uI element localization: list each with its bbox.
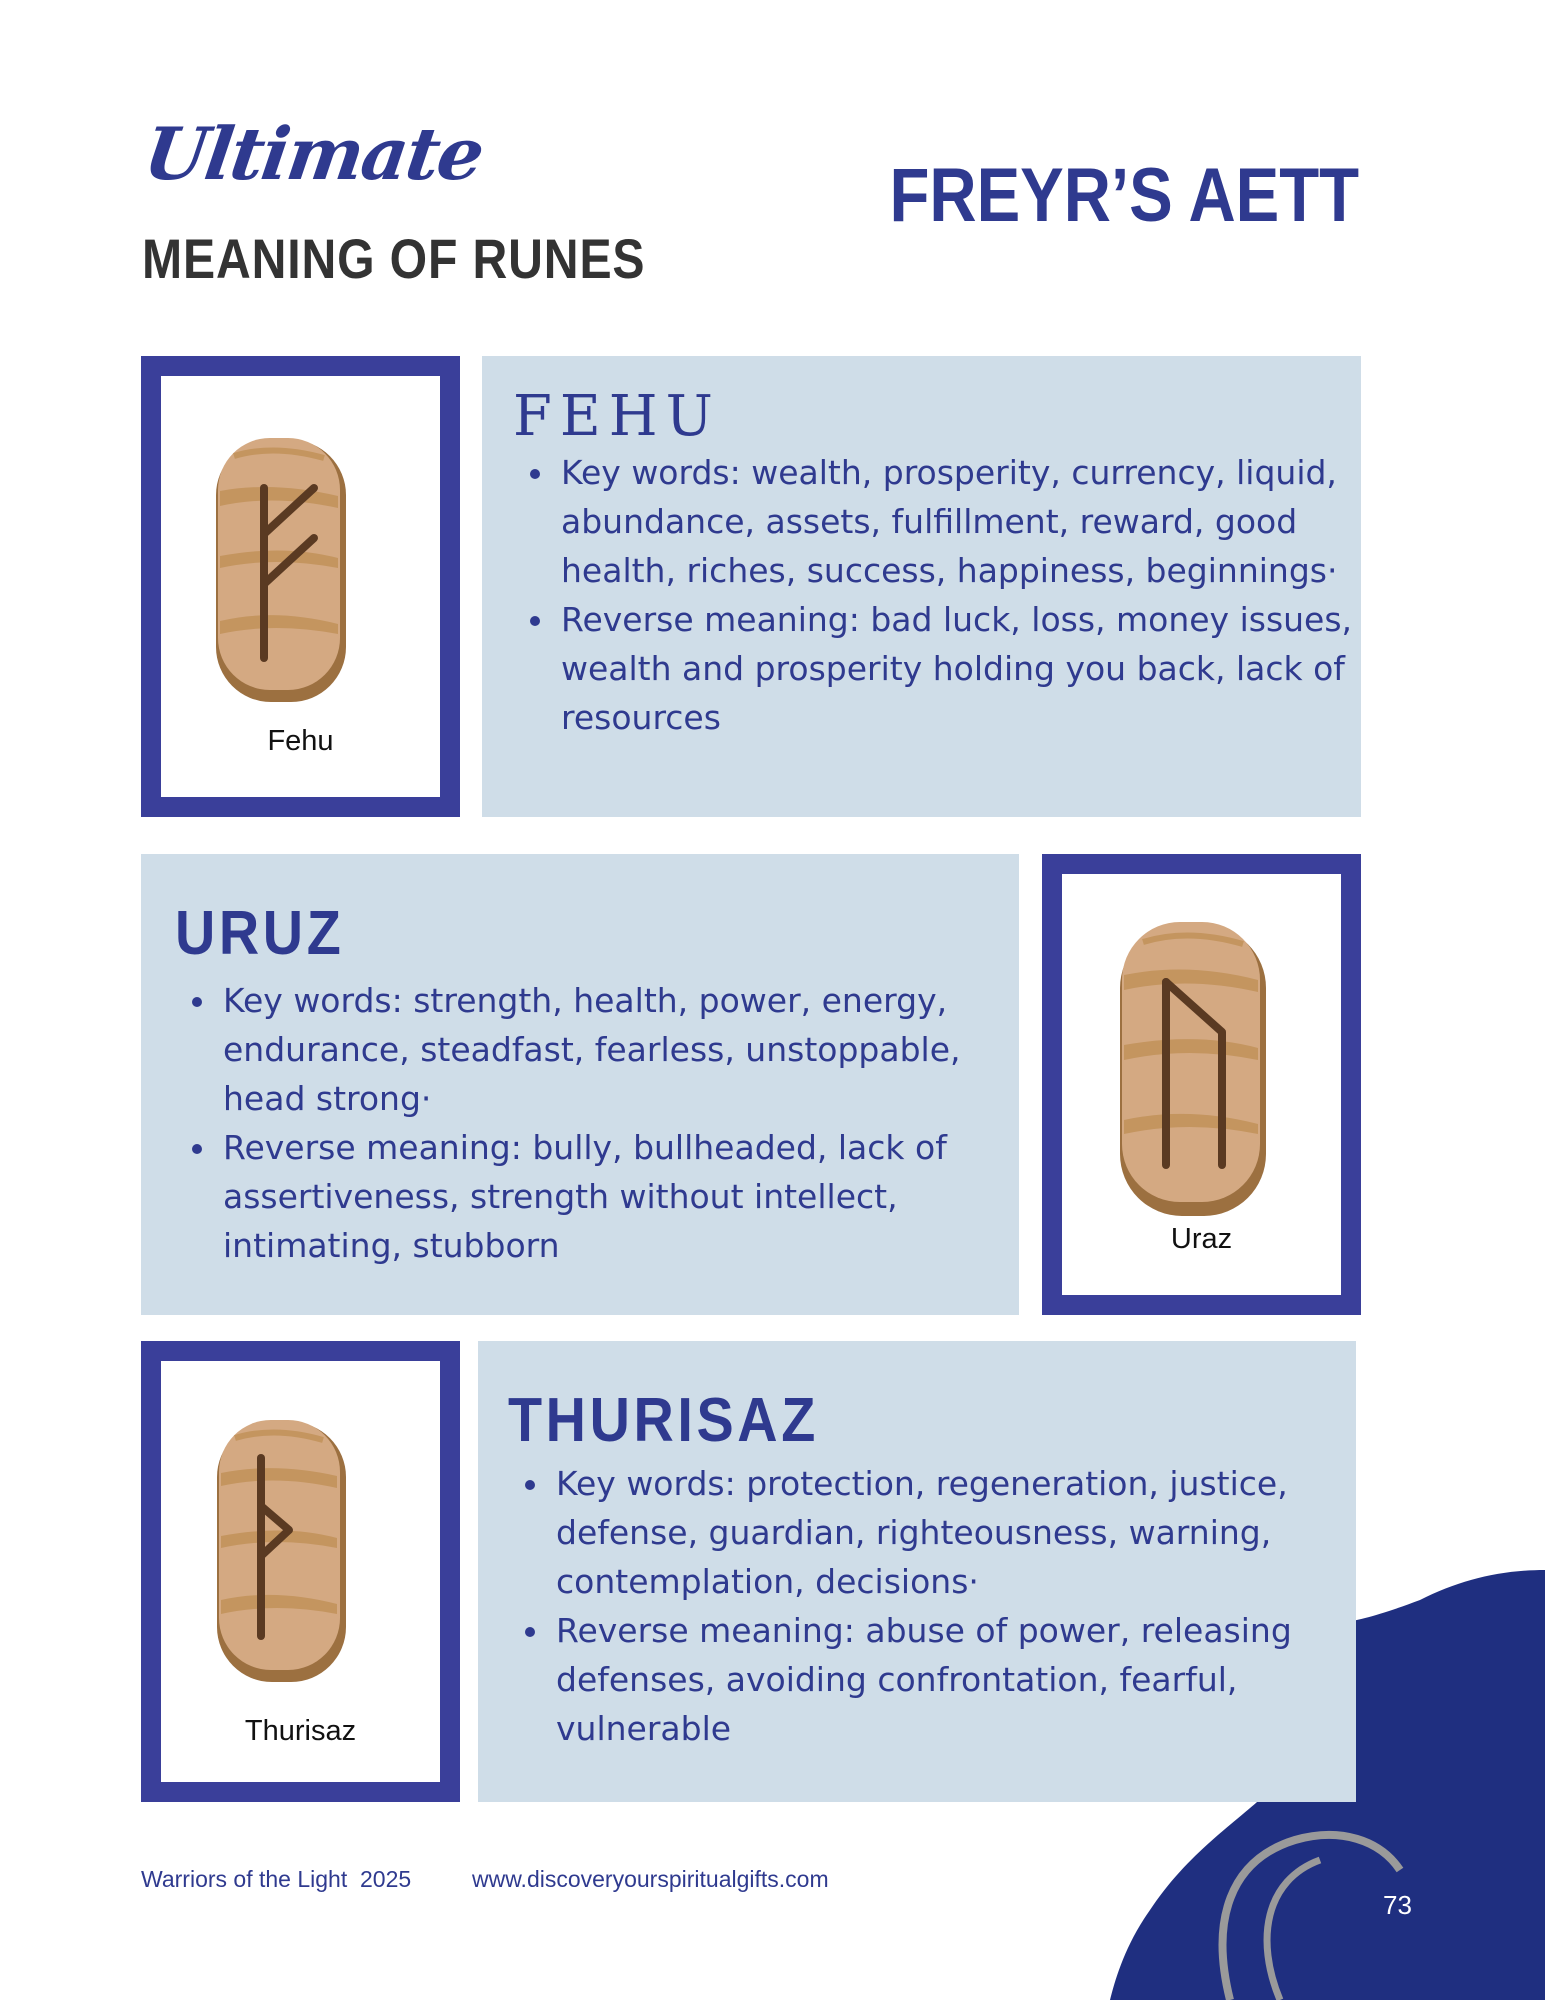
fehu-rune-stone-icon (214, 436, 349, 706)
rune-card-uruz (1042, 854, 1361, 1315)
thurisaz-rune-stone-icon (215, 1418, 348, 1684)
uruz-rune-stone-icon (1118, 920, 1268, 1218)
page-number: 73 (1383, 1890, 1412, 1920)
rune-panel-uruz (141, 854, 1019, 1315)
reverse-meaning-bullet: • Reverse meaning: abuse of power, releasing defenses, avoiding confrontation, fearful, vulnerable (552, 1606, 1352, 1753)
reverse-meaning-bullet: • Reverse meaning: bad luck, loss, money issues, wealth and prosperity holding you back, lack of resources (557, 595, 1357, 742)
keywords-bullet: • Key words: strength, health, power, energy, endurance, steadfast, fearless, unstoppable, head strong· (219, 976, 1019, 1123)
header-subtitle: MEANING OF RUNES (142, 227, 646, 290)
rune-card-label: Uraz (1170, 1223, 1233, 1255)
rune-title: FEHU (513, 384, 721, 449)
rune-card-label: Thurisaz (244, 1715, 357, 1747)
aett-title: FREYR’S AETT (889, 153, 1359, 238)
rune-bullet-list (175, 976, 1019, 1270)
rune-card-fehu (141, 356, 460, 817)
rune-bullet-list (513, 448, 1357, 742)
header-script-title: Ultimate (139, 111, 488, 196)
rune-panel-fehu (482, 356, 1361, 817)
footer-url[interactable]: www.discoveryourspiritualgifts.com (472, 1866, 829, 1892)
keywords-bullet: • Key words: protection, regeneration, justice, defense, guardian, righteousness, warning, contemplation, decisions· (552, 1459, 1352, 1606)
reverse-meaning-bullet: • Reverse meaning: bully, bullheaded, lack of assertiveness, strength without intellect, intimating, stubborn (219, 1123, 1019, 1270)
footer-credit: Warriors of the Light 2025 (141, 1866, 412, 1892)
keywords-bullet: • Key words: wealth, prosperity, currency, liquid, abundance, assets, fulfillment, reward, good health, riches, success, happiness, beginnings· (557, 448, 1357, 595)
rune-card-label: Fehu (267, 725, 334, 757)
rune-title: URUZ (175, 899, 345, 968)
rune-title: THURISAZ (508, 1386, 819, 1455)
rune-bullet-list (508, 1459, 1352, 1753)
rune-panel-thurisaz (478, 1341, 1356, 1802)
rune-card-thurisaz (141, 1341, 460, 1802)
